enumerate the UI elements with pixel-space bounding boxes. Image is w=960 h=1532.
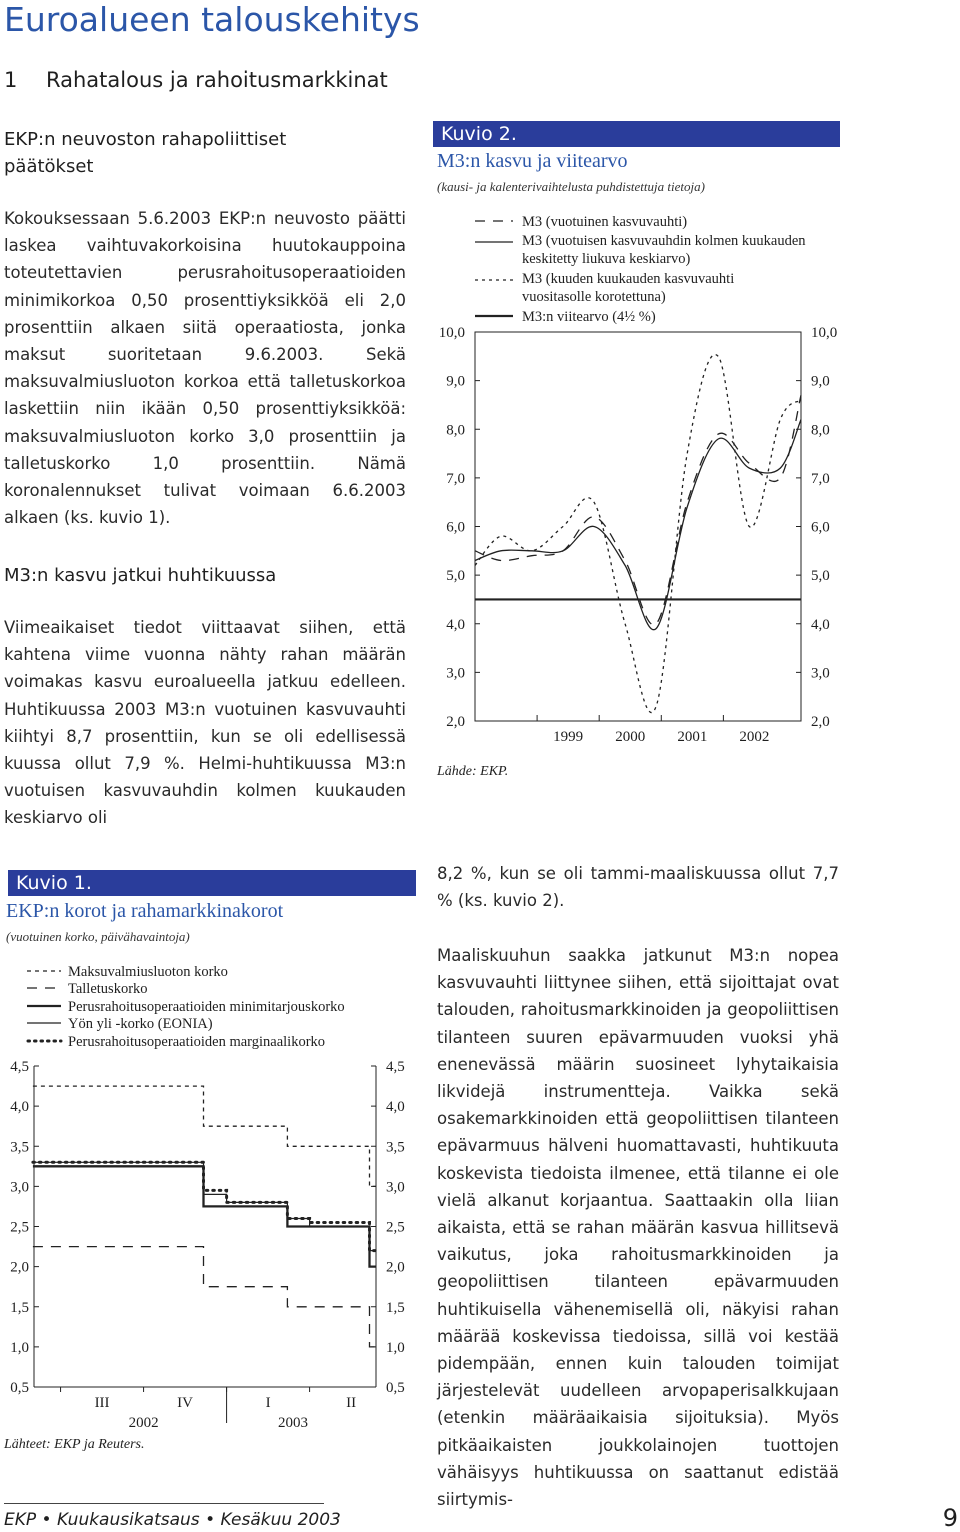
figure1-source: Lähteet: EKP ja Reuters.	[4, 1437, 145, 1452]
figure2-ytick-label-right: 2,0	[811, 714, 830, 730]
figure2-ytick-label-left: 9,0	[446, 373, 465, 390]
figure1-ytick-label-right: 0,5	[386, 1380, 405, 1396]
figure2-ytick-label-left: 6,0	[446, 519, 465, 536]
page-title: Euroalueen talouskehitys	[4, 0, 420, 39]
figure2-ytick-label-left: 5,0	[446, 568, 465, 585]
figure1-ytick-label-left: 3,0	[10, 1179, 29, 1196]
figure2-xtick-label: 2002	[739, 729, 770, 745]
figure1-legend-swatches	[0, 960, 70, 1060]
figure1-subtitle: (vuotuinen korko, päivähavaintoja)	[6, 929, 190, 944]
figure1-ytick-label-right: 3,5	[386, 1139, 405, 1156]
figure2-xtick-label: 1999	[553, 729, 584, 745]
figure2-title: M3:n kasvu ja viitearvo	[437, 150, 628, 172]
figure2-ytick-label-left: 8,0	[446, 422, 465, 439]
figure1-ytick-label-left: 0,5	[10, 1380, 29, 1396]
figure2-ytick-label-right: 6,0	[811, 519, 830, 536]
right-paragraph-1: 8,2 %, kun se oli tammi-maaliskuussa ollut 7,7 % (ks. kuvio 2).	[437, 864, 839, 911]
figure1-legend	[0, 960, 420, 1060]
page-number: 9	[942, 1504, 958, 1532]
figure1-ytick-label-left: 4,5	[10, 1059, 29, 1075]
figure1-title: EKP:n korot ja rahamarkkinakorot	[6, 900, 284, 922]
figure1-ytick-label-right: 1,0	[386, 1339, 405, 1356]
figure1-ytick-label-right: 1,5	[386, 1299, 405, 1316]
left-paragraph-2: Viimeaikaiset tiedot viittaavat siihen, että kahtena viime vuonna nähty rahan määrän voimakas kasvu euroalueella jatkuu edelleen. Huhtikuussa 2003 M3:n vuotuinen kasvuvauhti kiihtyi 8,7 prosenttiin, kun se oli edellisessä kuussa ollut 7,9 %. Helmi-huhtikuussa M3:n vuotuisen kasvuvauhdin kolmen kuukauden keskiarvo oli	[4, 618, 406, 828]
figure1-year-label: 2002	[128, 1415, 159, 1431]
figure2-ytick-label-left: 2,0	[446, 714, 465, 730]
figure2-ytick-label-right: 3,0	[811, 665, 830, 682]
figure2-ytick-label-left: 4,0	[446, 616, 465, 633]
figure1-year-label: 2003	[277, 1415, 308, 1431]
left-paragraph-1: Kokouksessaan 5.6.2003 EKP:n neuvosto päätti laskea vaihtuvakorkoisina huutokauppoina toteutettavien perusrahoitusoperaatioiden minimikorkoa 0,50 prosenttiyksikköä eli 2,0 prosenttiin alkaen siitä operaatiosta, jonka maksut suoritetaan 9.6.2003. Sekä maksuvalmiusluoton korkoa että talletuskorkoa laskettiin niin ikään 0,50 prosenttiyksikköä: maksuvalmiusluoton korko 3,0 prosenttiin ja talletuskorko 1,0 prosenttiin. Nämä koronalennukset tulivat voimaan 6.6.2003 alkaen (ks. kuvio 1).	[4, 209, 406, 528]
figure2-series-0	[475, 395, 801, 625]
figure2-ytick-label-right: 4,0	[811, 616, 830, 633]
figure1-ytick-label-right: 4,5	[386, 1059, 405, 1075]
figure2-xtick-label: 2001	[677, 729, 708, 745]
figure2-subtitle: (kausi- ja kalenterivaihtelusta puhdistettuja tietoja)	[437, 179, 705, 194]
subheading-policy-decisions: EKP:n neuvoston rahapoliittiset päätökset	[4, 129, 287, 177]
footer-rule	[4, 1503, 324, 1504]
figure1-ytick-label-left: 4,0	[10, 1099, 29, 1116]
figure2-ytick-label-right: 5,0	[811, 568, 830, 585]
figure1-ytick-label-left: 3,5	[10, 1139, 29, 1156]
figure1-ytick-label-right: 3,0	[386, 1179, 405, 1196]
figure2-source: Lähde: EKP.	[437, 764, 509, 779]
figure1-ytick-label-left: 2,5	[10, 1219, 29, 1236]
figure1-legend-item-1: Talletuskorko	[68, 981, 148, 997]
figure1-quarter-label: I	[265, 1395, 271, 1411]
figure2-series-2	[475, 355, 801, 713]
figure2-ytick-label-left: 3,0	[446, 665, 465, 682]
figure2-legend-item-1: M3 (vuotuisen kasvuvauhdin kolmen kuukauden keskitetty liukuva keskiarvo)	[522, 233, 806, 267]
figure2-ytick-label-right: 7,0	[811, 470, 830, 487]
figure1-quarter-label: III	[94, 1395, 110, 1411]
section-title: Rahatalous ja rahoitusmarkkinat	[46, 68, 388, 92]
figure1-ytick-label-right: 4,0	[386, 1099, 405, 1116]
figure2-legend-item-3: M3:n viitearvo (4½ %)	[522, 309, 656, 325]
figure1-legend-item-3: Yön yli -korko (EONIA)	[68, 1016, 213, 1032]
figure1-ytick-label-left: 2,0	[10, 1259, 29, 1276]
figure2-plot-frame	[475, 332, 801, 721]
figure2-ytick-label-right: 10,0	[811, 325, 838, 341]
figure1-quarter-label: II	[346, 1395, 357, 1411]
figure1-ytick-label-left: 1,0	[10, 1339, 29, 1356]
figure2-legend-item-0: M3 (vuotuinen kasvuvauhti)	[522, 214, 688, 230]
figure2-label: Kuvio 2.	[433, 121, 840, 147]
figure2-legend-item-2: M3 (kuuden kuukauden kasvuvauhti vuositasolle korotettuna)	[522, 271, 735, 305]
figure1-legend-item-4: Perusrahoitusoperaatioiden marginaalikorko	[68, 1034, 326, 1050]
figure1-legend-item-0: Maksuvalmiusluoton korko	[68, 964, 228, 980]
right-paragraph-2: Maaliskuuhun saakka jatkunut M3:n nopea kasvuvauhti liittynee siihen, että sijoittajat ovat talouden, rahoitusmarkkinoiden ja geopoliittisen tilanteen suuren epävarmuuden vuoksi yhä enenevässä määrin suosineet lyhytaikaisia likvidejä instrumentteja. Vaikka sekä osakemarkkinoiden että geopoliittisen tilanteen epävarmuus hälveni huomattavasti, huhtikuuta koskevista tiedoista ilmenee, että tilanne ei ole vielä alkanut korjaantua. Saattaakin olla liian aikaista, että se rahan määrän kasvua hillitsevä vaikutus, joka rahoitusmarkkinoiden ja geopoliittisen tilanteen epävarmuuden huhtikuisella vähenemisellä oli, näkyisi rahan määrää koskevissa tiedoissa, sillä voi kestää pidempään, ennen kuin talouden toimijat järjestelevät uudelleen arvopaperisalkkujaan (etenkin määräaikaisia sijoituksia). Myös pitkäaikaisten joukkolainojen tuottojen vähäisyys huhtikuussa on saattanut edistää siirtymis-	[437, 946, 839, 1510]
figure1-legend-item-2: Perusrahoitusoperaatioiden minimitarjouskorko	[68, 999, 345, 1015]
section-heading	[4, 68, 388, 92]
figure2-ytick-label-right: 8,0	[811, 422, 830, 439]
footer-publication: EKP • Kuukausikatsaus • Kesäkuu 2003	[4, 1510, 341, 1530]
figure2-ytick-label-right: 9,0	[811, 373, 830, 390]
subheading-m3-growth: M3:n kasvu jatkui huhtikuussa	[4, 565, 277, 586]
figure2-ytick-label-left: 10,0	[438, 325, 465, 341]
figure1-ytick-label-left: 1,5	[10, 1299, 29, 1316]
figure2-chart	[433, 318, 848, 788]
figure1-quarter-label: IV	[177, 1395, 193, 1411]
figure2-ytick-label-left: 7,0	[446, 470, 465, 487]
figure1-ytick-label-right: 2,5	[386, 1219, 405, 1236]
figure1-chart	[0, 1055, 420, 1440]
figure1-series-1	[33, 1247, 376, 1347]
section-number: 1	[4, 68, 18, 92]
figure2-series-1	[475, 420, 801, 630]
figure1-ytick-label-right: 2,0	[386, 1259, 405, 1276]
figure1-label: Kuvio 1.	[8, 870, 416, 896]
figure2-xtick-label: 2000	[615, 729, 646, 745]
